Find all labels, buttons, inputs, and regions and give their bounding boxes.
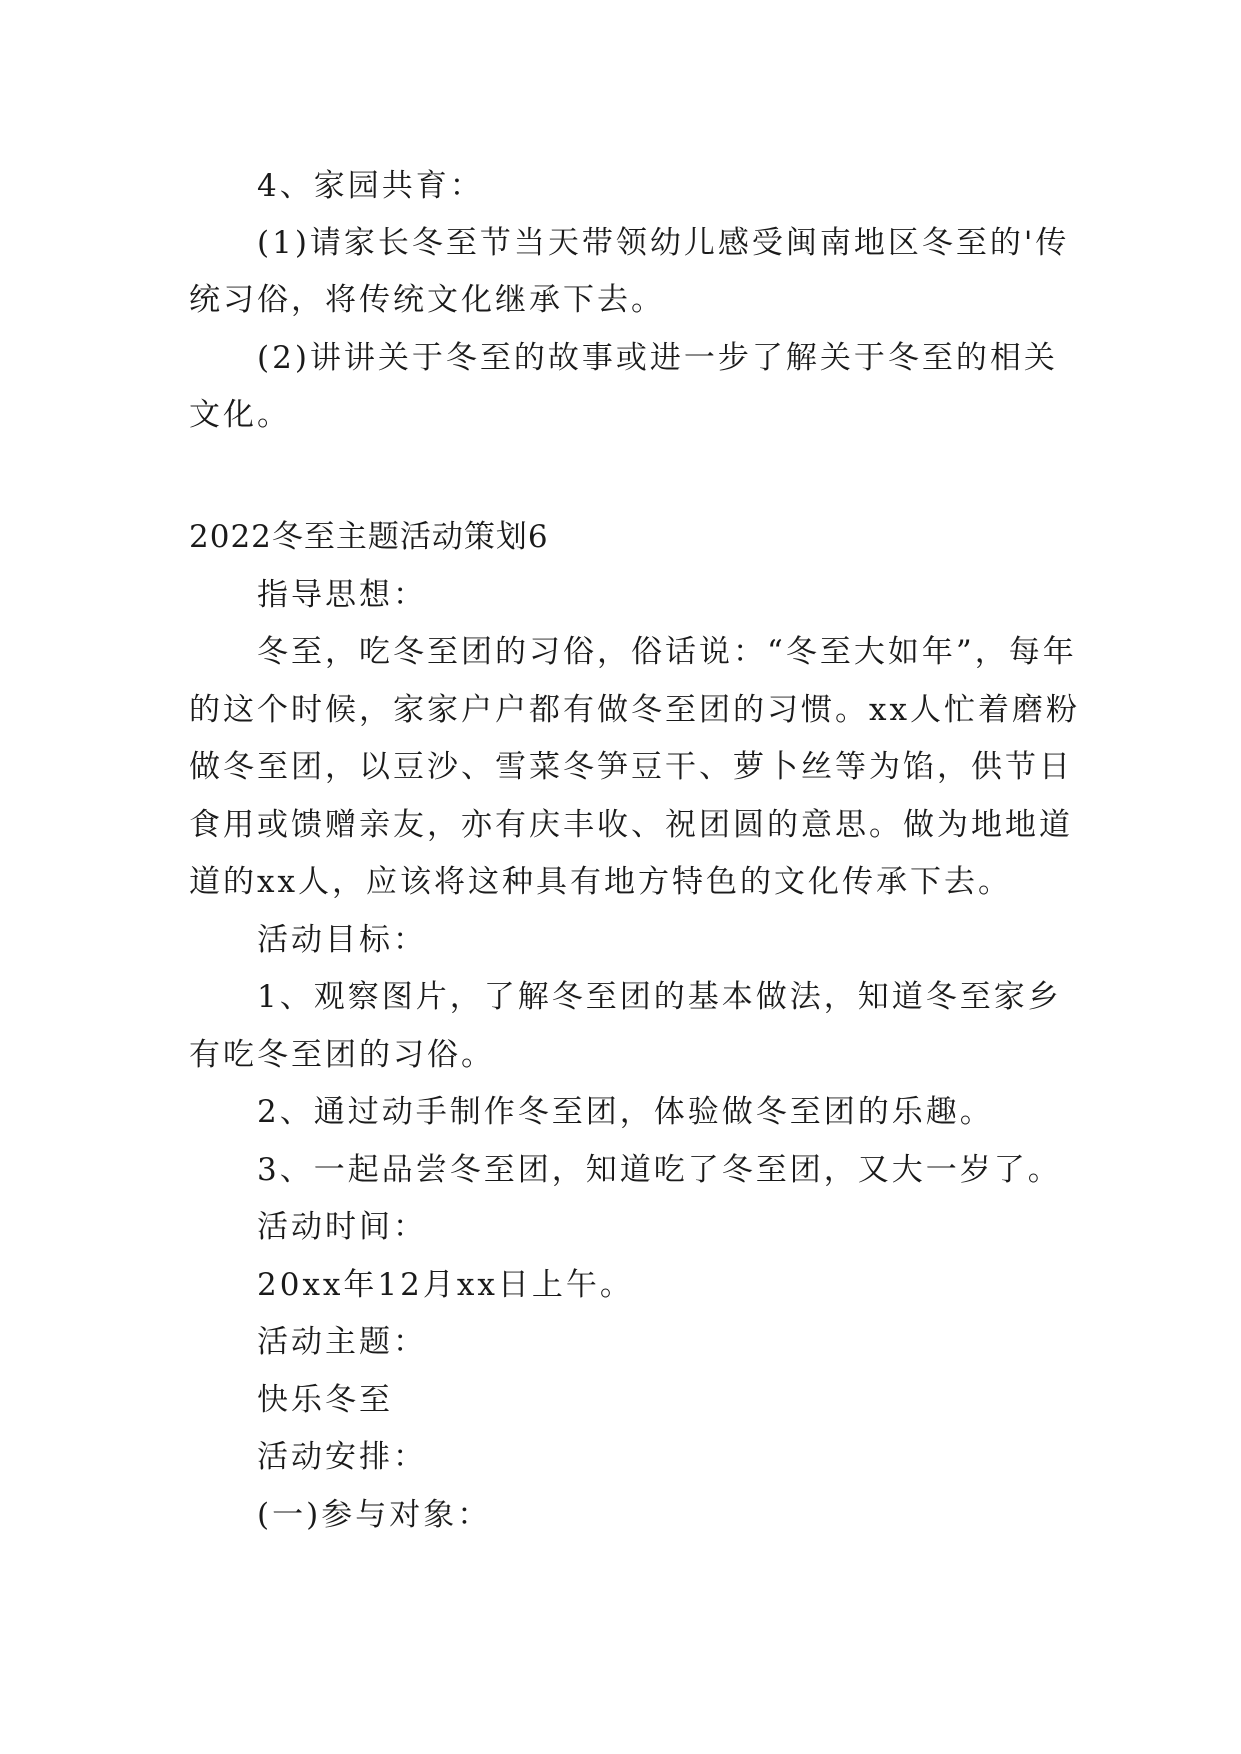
guide-paragraph-line: 食用或馈赠亲友，亦有庆丰收、祝团圆的意思。做为地地道 <box>189 807 1073 843</box>
time-heading: 活动时间： <box>257 1209 427 1245</box>
guide-paragraph-line: 做冬至团，以豆沙、雪菜冬笋豆干、萝卜丝等为馅，供节日 <box>189 749 1073 785</box>
section-title: 2022冬至主题活动策划6 <box>189 519 549 555</box>
goal-item-1: 1、观察图片，了解冬至团的基本做法，知道冬至家乡 <box>257 979 1062 1015</box>
home-school-heading: 4、家园共育： <box>257 168 484 204</box>
home-school-item-2-cont: 文化。 <box>189 397 291 433</box>
goal-item-3: 3、一起品尝冬至团，知道吃了冬至团，又大一岁了。 <box>257 1152 1062 1188</box>
guide-paragraph-line: 道的xx人，应该将这种具有地方特色的文化传承下去。 <box>189 864 1012 900</box>
theme-heading: 活动主题： <box>257 1324 427 1360</box>
goal-item-1-cont: 有吃冬至团的习俗。 <box>189 1037 495 1073</box>
goal-heading: 活动目标： <box>257 922 427 958</box>
arrangement-heading: 活动安排： <box>257 1439 427 1475</box>
home-school-item-1: (1)请家长冬至节当天带领幼儿感受闽南地区冬至的'传 <box>257 225 1070 261</box>
arrangement-item-1: (一)参与对象： <box>257 1497 492 1533</box>
home-school-item-2: (2)讲讲关于冬至的故事或进一步了解关于冬至的相关 <box>257 340 1058 376</box>
home-school-item-1-cont: 统习俗，将传统文化继承下去。 <box>189 282 665 318</box>
guide-heading: 指导思想： <box>257 577 427 613</box>
theme-value: 快乐冬至 <box>257 1382 393 1418</box>
time-value: 20xx年12月xx日上午。 <box>257 1267 634 1303</box>
guide-paragraph-line: 冬至，吃冬至团的习俗，俗话说：“冬至大如年”，每年 <box>257 634 1077 670</box>
guide-paragraph-line: 的这个时候，家家户户都有做冬至团的习惯。xx人忙着磨粉 <box>189 692 1080 728</box>
goal-item-2: 2、通过动手制作冬至团，体验做冬至团的乐趣。 <box>257 1094 994 1130</box>
